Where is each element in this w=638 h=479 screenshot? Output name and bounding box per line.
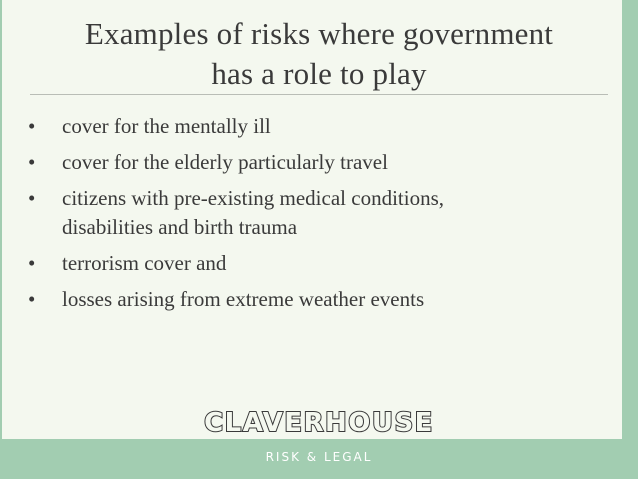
bullet-text: cover for the mentally ill bbox=[62, 114, 271, 138]
bullet-dot-icon: • bbox=[28, 251, 36, 275]
bullet-text: losses arising from extreme weather events bbox=[62, 287, 425, 311]
bullet-item bbox=[26, 148, 596, 177]
bullet-dot-icon: • bbox=[28, 150, 36, 174]
footer-band bbox=[0, 439, 638, 479]
bullet-dot-icon: • bbox=[28, 114, 36, 138]
slide-title-line-2: has a role to play bbox=[211, 56, 427, 91]
bullet-text: cover for the elderly particularly travel bbox=[62, 150, 388, 174]
bullet-text: terrorism cover and bbox=[62, 251, 227, 275]
bullet-item bbox=[26, 285, 596, 314]
footer-tagline: RISK & LEGAL bbox=[265, 450, 373, 464]
title-divider bbox=[30, 94, 608, 95]
bullet-text-continuation: disabilities and birth trauma bbox=[62, 215, 298, 239]
slide-title-line-1: Examples of risks where government bbox=[84, 16, 554, 51]
bullet-list bbox=[26, 112, 596, 321]
bullet-item bbox=[26, 112, 596, 141]
bullet-dot-icon: • bbox=[28, 186, 36, 210]
bullet-item bbox=[26, 249, 596, 278]
bullet-item bbox=[26, 184, 596, 242]
bullet-text: citizens with pre-existing medical conditions, bbox=[62, 186, 444, 210]
claverhouse-logo: CLAVERHOUSE bbox=[204, 408, 434, 438]
bullet-dot-icon: • bbox=[28, 287, 36, 311]
slide-title bbox=[30, 14, 608, 94]
